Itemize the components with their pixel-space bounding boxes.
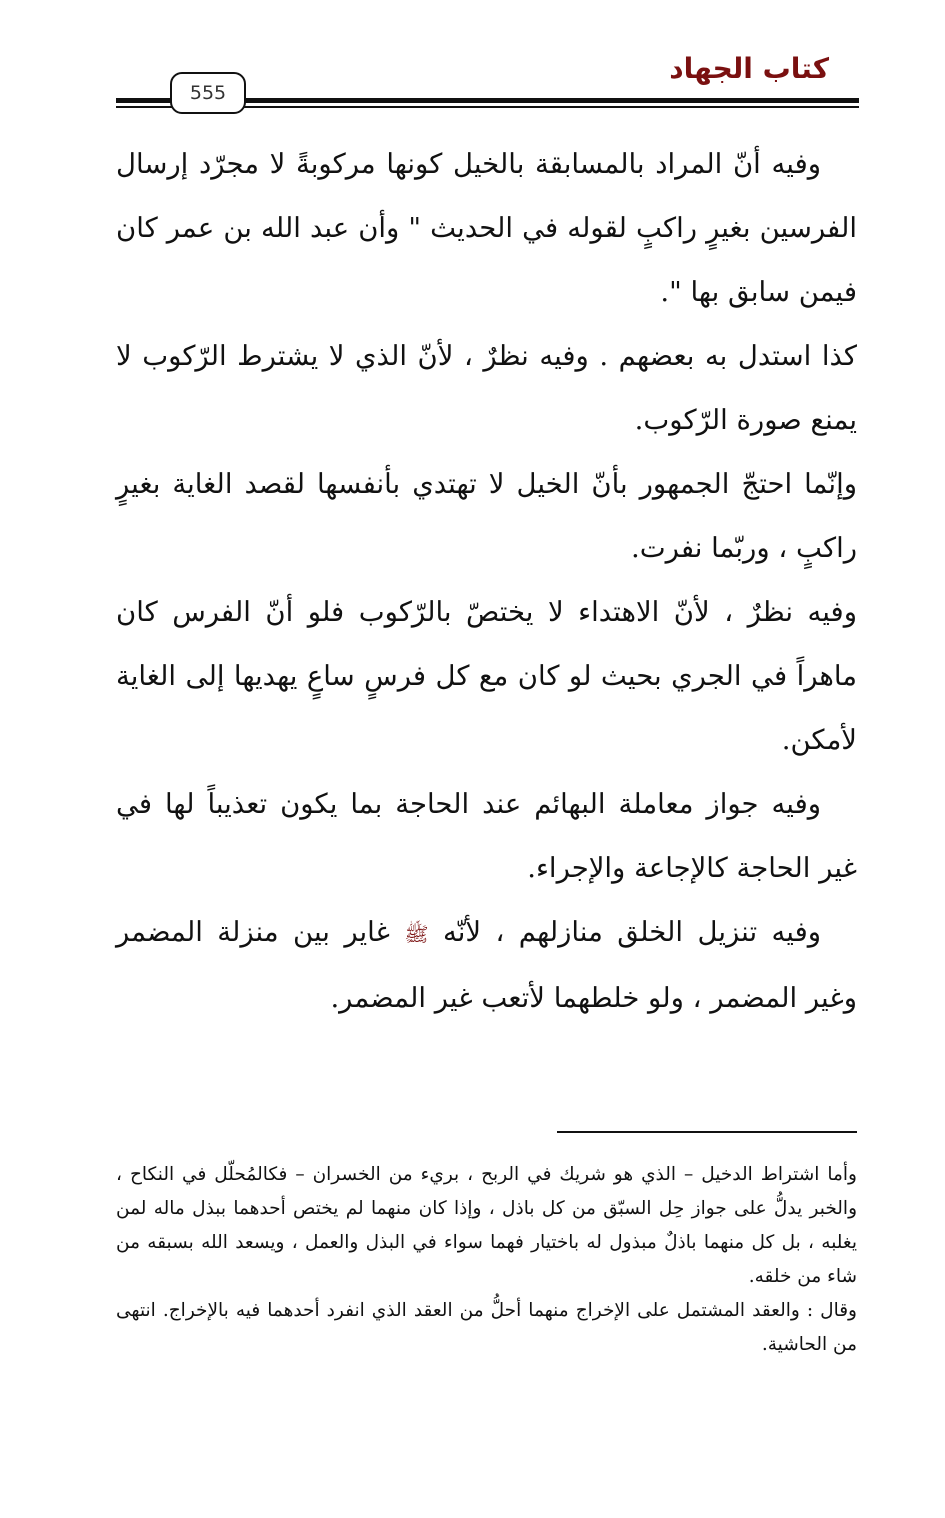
footnote: وأما اشتراط الدخيل – الذي هو شريك في الربح ، بريء من الخسران – فكالمُحلّل في النكاح ، والخبر يدلُّ على جواز حِل السبّق من كل باذل ، وإذا كان منهما لم يختص أحدهما ببذل ماله لمن يغلبه ، بل كل منهما باذلٌ مبذول له باختيار فهما سواء في البذل والعمل ، ويسعد الله بسبقه من شاء من خلقه. bbox=[116, 1164, 857, 1287]
book-title: كتاب الجهاد bbox=[669, 52, 829, 85]
paragraph: كذا استدل به بعضهم . وفيه نظرٌ ، لأنّ الذي لا يشترط الرّكوب لا يمنع صورة الرّكوب. bbox=[116, 340, 857, 436]
paragraph-text: غاير بين منزلة المضمر وغير المضمر ، ولو خلطهما لأتعب غير المضمر. bbox=[116, 916, 857, 1014]
paragraph-text: وفيه تنزيل الخلق منازلهم ، لأنّه bbox=[428, 916, 821, 948]
paragraph: وفيه جواز معاملة البهائم عند الحاجة بما يكون تعذيباً لها في غير الحاجة كالإجاعة والإجراء. bbox=[116, 788, 857, 884]
page-number: 555 bbox=[170, 72, 246, 114]
footnote-separator bbox=[557, 1131, 857, 1133]
main-text bbox=[116, 132, 857, 1030]
page-header bbox=[0, 0, 945, 130]
footnotes bbox=[116, 1158, 857, 1362]
salutation-glyph: ﷺ bbox=[404, 922, 429, 946]
paragraph: وفيه نظرٌ ، لأنّ الاهتداء لا يختصّ بالرّكوب فلو أنّ الفرس كان ماهراً في الجري بحيث لو كان مع كل فرسٍ ساعٍ يهديها إلى الغاية لأمكن. bbox=[116, 596, 857, 756]
footnote: وقال : والعقد المشتمل على الإخراج منهما أحلُّ من العقد الذي انفرد أحدهما فيه بالإخراج. انتهى من الحاشية. bbox=[116, 1300, 857, 1355]
paragraph-with-salutation bbox=[116, 900, 857, 1030]
paragraph: وفيه أنّ المراد بالمسابقة بالخيل كونها مركوبةً لا مجرّد إرسال الفرسين بغيرٍ راكبٍ لقوله في الحديث " وأن عبد الله بن عمر كان فيمن سابق بها ". bbox=[116, 148, 857, 308]
paragraph: وإنّما احتجّ الجمهور بأنّ الخيل لا تهتدي بأنفسها لقصد الغاية بغيرٍ راكبٍ ، وربّما نفرت. bbox=[116, 468, 857, 564]
